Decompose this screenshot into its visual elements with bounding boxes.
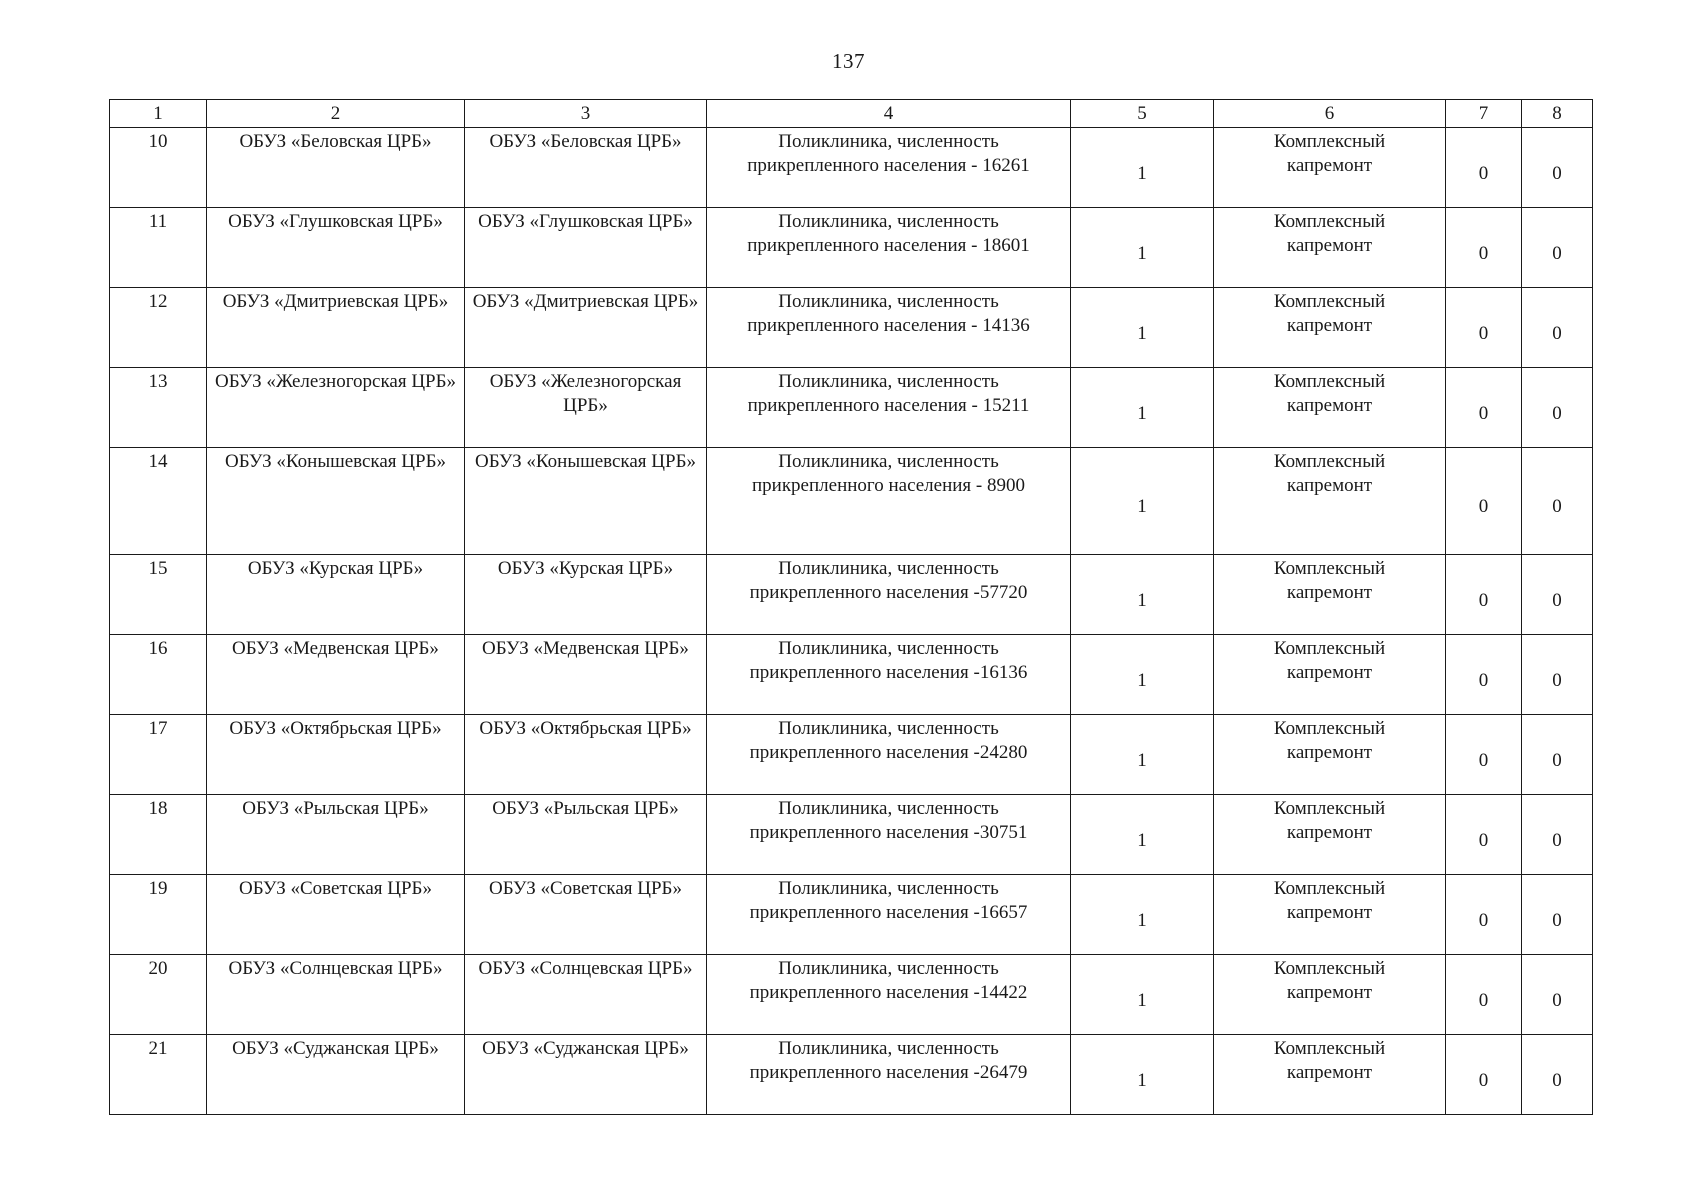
work-type-line: капремонт [1286,982,1373,1003]
organization-cell: ОБУЗ «Солнцевская ЦРБ» [207,955,465,1035]
quantity-cell: 1 [1071,875,1214,955]
value-cell-8: 0 [1522,288,1593,368]
work-type-line: капремонт [1286,235,1373,256]
object-cell [707,955,1071,1035]
value-cell-7: 0 [1446,715,1522,795]
table-row [110,448,1593,555]
object-line: Поликлиника, численность [778,131,999,152]
recipient-cell: ОБУЗ «Железногорская ЦРБ» [465,368,707,448]
row-number-cell: 21 [110,1035,207,1115]
value-cell-8: 0 [1522,448,1593,555]
recipient-cell: ОБУЗ «Глушковская ЦРБ» [465,208,707,288]
work-type-line: капремонт [1286,155,1373,176]
value-cell-7: 0 [1446,955,1522,1035]
row-number-cell: 14 [110,448,207,555]
work-type-line: Комплексный [1273,451,1386,472]
value-cell-8: 0 [1522,555,1593,635]
recipient-cell: ОБУЗ «Советская ЦРБ» [465,875,707,955]
organization-cell: ОБУЗ «Глушковская ЦРБ» [207,208,465,288]
value-cell-7: 0 [1446,448,1522,555]
organization-cell: ОБУЗ «Железногорская ЦРБ» [207,368,465,448]
object-cell [707,875,1071,955]
row-number-cell: 15 [110,555,207,635]
object-line: прикрепленного населения -16136 [749,662,1028,683]
value-cell-7: 0 [1446,128,1522,208]
work-type-cell [1214,555,1446,635]
recipient-cell: ОБУЗ «Курская ЦРБ» [465,555,707,635]
quantity-cell: 1 [1071,208,1214,288]
column-number: 3 [465,100,707,128]
value-cell-8: 0 [1522,875,1593,955]
table-row [110,1035,1593,1115]
table-row [110,795,1593,875]
row-number-cell: 11 [110,208,207,288]
work-type-line: Комплексный [1273,718,1386,739]
column-number: 7 [1446,100,1522,128]
organization-cell: ОБУЗ «Рыльская ЦРБ» [207,795,465,875]
work-type-line: Комплексный [1273,558,1386,579]
object-line: Поликлиника, численность [778,958,999,979]
column-number: 8 [1522,100,1593,128]
work-type-line: капремонт [1286,822,1373,843]
work-type-line: капремонт [1286,742,1373,763]
organization-cell: ОБУЗ «Медвенская ЦРБ» [207,635,465,715]
quantity-cell: 1 [1071,795,1214,875]
object-cell [707,288,1071,368]
table-row [110,875,1593,955]
column-number: 1 [110,100,207,128]
value-cell-8: 0 [1522,715,1593,795]
value-cell-7: 0 [1446,208,1522,288]
work-type-cell [1214,635,1446,715]
object-line: прикрепленного населения - 8900 [751,475,1025,496]
work-type-line: Комплексный [1273,211,1386,232]
work-type-cell [1214,128,1446,208]
recipient-cell: ОБУЗ «Медвенская ЦРБ» [465,635,707,715]
recipient-cell: ОБУЗ «Дмитриевская ЦРБ» [465,288,707,368]
object-line: Поликлиника, численность [778,1038,999,1059]
work-type-line: Комплексный [1273,1038,1386,1059]
object-line: Поликлиника, численность [778,638,999,659]
quantity-cell: 1 [1071,288,1214,368]
object-line: прикрепленного населения - 15211 [747,395,1030,416]
object-line: Поликлиника, численность [778,798,999,819]
object-cell [707,128,1071,208]
quantity-cell: 1 [1071,368,1214,448]
object-line: прикрепленного населения - 18601 [747,235,1030,256]
organization-cell: ОБУЗ «Конышевская ЦРБ» [207,448,465,555]
object-line: прикрепленного населения -24280 [749,742,1028,763]
work-type-line: Комплексный [1273,958,1386,979]
object-line: Поликлиника, численность [778,291,999,312]
row-number-cell: 19 [110,875,207,955]
work-type-line: Комплексный [1273,798,1386,819]
value-cell-8: 0 [1522,128,1593,208]
work-type-line: капремонт [1286,662,1373,683]
object-cell [707,555,1071,635]
work-type-line: капремонт [1286,1062,1373,1083]
object-cell [707,795,1071,875]
work-type-line: капремонт [1286,395,1373,416]
work-type-cell [1214,795,1446,875]
object-line: Поликлиника, численность [778,718,999,739]
organization-cell: ОБУЗ «Октябрьская ЦРБ» [207,715,465,795]
quantity-cell: 1 [1071,635,1214,715]
work-type-cell [1214,448,1446,555]
column-number: 6 [1214,100,1446,128]
work-type-line: Комплексный [1273,878,1386,899]
value-cell-8: 0 [1522,635,1593,715]
recipient-cell: ОБУЗ «Рыльская ЦРБ» [465,795,707,875]
table-row [110,955,1593,1035]
work-type-cell [1214,208,1446,288]
work-type-line: Комплексный [1273,131,1386,152]
work-type-line: Комплексный [1273,371,1386,392]
work-type-cell [1214,368,1446,448]
value-cell-7: 0 [1446,635,1522,715]
recipient-cell: ОБУЗ «Конышевская ЦРБ» [465,448,707,555]
object-cell [707,208,1071,288]
column-number: 5 [1071,100,1214,128]
work-type-cell [1214,875,1446,955]
table-row [110,288,1593,368]
object-line: прикрепленного населения -30751 [749,822,1028,843]
object-line: прикрепленного населения - 14136 [747,315,1030,336]
object-line: прикрепленного населения -16657 [749,902,1028,923]
work-type-line: капремонт [1286,582,1373,603]
row-number-cell: 16 [110,635,207,715]
value-cell-8: 0 [1522,1035,1593,1115]
table-row [110,635,1593,715]
value-cell-8: 0 [1522,955,1593,1035]
column-number: 4 [707,100,1071,128]
value-cell-7: 0 [1446,288,1522,368]
object-line: прикрепленного населения -57720 [749,582,1028,603]
table-row [110,715,1593,795]
value-cell-8: 0 [1522,795,1593,875]
object-cell [707,368,1071,448]
row-number-cell: 13 [110,368,207,448]
work-type-cell [1214,288,1446,368]
organization-cell: ОБУЗ «Советская ЦРБ» [207,875,465,955]
object-line: прикрепленного населения -26479 [749,1062,1028,1083]
object-line: Поликлиника, численность [778,558,999,579]
recipient-cell: ОБУЗ «Октябрьская ЦРБ» [465,715,707,795]
work-type-line: Комплексный [1273,291,1386,312]
object-line: Поликлиника, численность [778,211,999,232]
work-type-cell [1214,715,1446,795]
quantity-cell: 1 [1071,555,1214,635]
recipient-cell: ОБУЗ «Солнцевская ЦРБ» [465,955,707,1035]
table-row [110,368,1593,448]
value-cell-7: 0 [1446,555,1522,635]
object-cell [707,448,1071,555]
work-type-line: капремонт [1286,475,1373,496]
object-cell [707,1035,1071,1115]
table-row [110,128,1593,208]
row-number-cell: 17 [110,715,207,795]
quantity-cell: 1 [1071,448,1214,555]
quantity-cell: 1 [1071,955,1214,1035]
quantity-cell: 1 [1071,715,1214,795]
page-number: 137 [832,49,865,73]
organization-cell: ОБУЗ «Суджанская ЦРБ» [207,1035,465,1115]
facilities-table [109,99,1593,1115]
table-row [110,555,1593,635]
value-cell-8: 0 [1522,208,1593,288]
organization-cell: ОБУЗ «Дмитриевская ЦРБ» [207,288,465,368]
recipient-cell: ОБУЗ «Беловская ЦРБ» [465,128,707,208]
work-type-line: капремонт [1286,902,1373,923]
value-cell-7: 0 [1446,875,1522,955]
column-number-row [110,100,1593,128]
object-line: прикрепленного населения -14422 [749,982,1028,1003]
value-cell-7: 0 [1446,368,1522,448]
object-line: прикрепленного населения - 16261 [747,155,1030,176]
organization-cell: ОБУЗ «Курская ЦРБ» [207,555,465,635]
table-row [110,208,1593,288]
value-cell-7: 0 [1446,795,1522,875]
value-cell-8: 0 [1522,368,1593,448]
object-line: Поликлиника, численность [778,451,999,472]
object-line: Поликлиника, численность [778,878,999,899]
quantity-cell: 1 [1071,1035,1214,1115]
value-cell-7: 0 [1446,1035,1522,1115]
quantity-cell: 1 [1071,128,1214,208]
row-number-cell: 20 [110,955,207,1035]
object-cell [707,635,1071,715]
row-number-cell: 18 [110,795,207,875]
work-type-cell [1214,1035,1446,1115]
row-number-cell: 12 [110,288,207,368]
column-number: 2 [207,100,465,128]
recipient-cell: ОБУЗ «Суджанская ЦРБ» [465,1035,707,1115]
work-type-cell [1214,955,1446,1035]
work-type-line: Комплексный [1273,638,1386,659]
organization-cell: ОБУЗ «Беловская ЦРБ» [207,128,465,208]
object-cell [707,715,1071,795]
row-number-cell: 10 [110,128,207,208]
work-type-line: капремонт [1286,315,1373,336]
object-line: Поликлиника, численность [778,371,999,392]
